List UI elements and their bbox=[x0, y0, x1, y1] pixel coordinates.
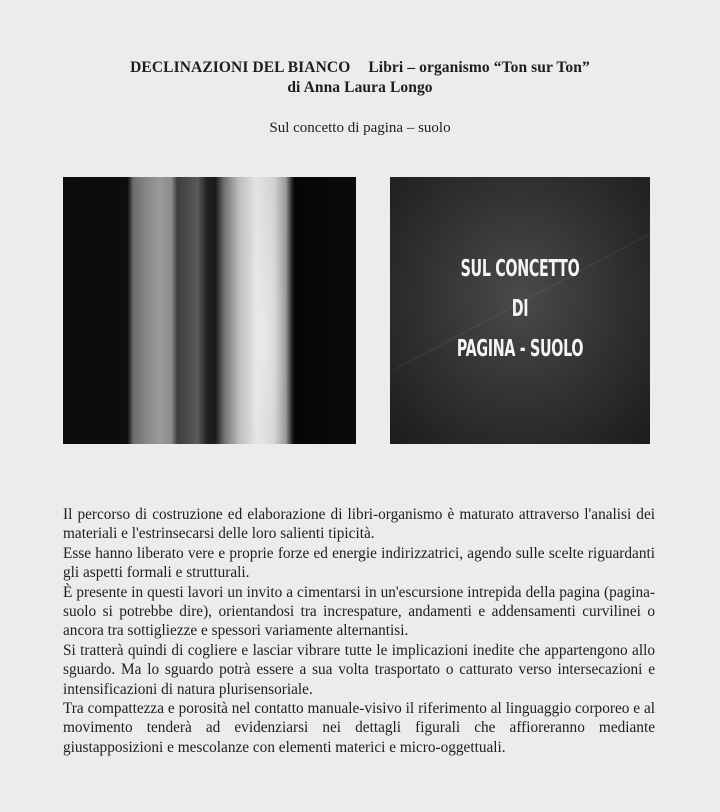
paragraph: È presente in questi lavori un invito a cimentarsi in un'escursione intrepida della pagina (pagina-suolo si potrebbe dire), orientandosi tra increspature, andamenti e addensamenti curvilinei o ancora tra sottigliezze e spessori variamente alternantisi. bbox=[63, 583, 655, 640]
cover-line-3: PAGINA - SUOLO bbox=[456, 336, 584, 362]
paragraph: Si tratterà quindi di cogliere e lasciar vibrare tutte le implicazioni inedite che appartengono allo sguardo. Ma lo sguardo potrà essere a sua volta trasportato o catturato verso intersecazioni e intensificazioni di natura plurisensoriale. bbox=[63, 641, 655, 698]
author-line: di Anna Laura Longo bbox=[287, 79, 433, 96]
paragraph: Tra compattezza e porosità nel contatto manuale-visivo il riferimento al linguaggio corporeo e al movimento tenderà ad evidenziarsi nei dettagli figurali che affioreranno mediante giustapposizioni e mescolanze con elementi materici e micro-oggettuali. bbox=[63, 700, 655, 756]
paragraph: Esse hanno liberato vere e proprie forze ed energie indirizzatrici, agendo sulle scelte riguardanti gli aspetti formali e strutturali. bbox=[63, 544, 655, 582]
paragraph: Il percorso di costruzione ed elaborazione di libri-organismo è maturato attraverso l'analisi dei materiali e l'estrinsecarsi delle loro salienti tipicità. bbox=[63, 506, 655, 543]
title-part-series: DECLINAZIONI DEL BIANCO bbox=[130, 59, 351, 76]
material-texture-photo bbox=[63, 177, 356, 444]
cover-line-1: SUL CONCETTO bbox=[460, 256, 580, 282]
document-subtitle: Sul concetto di pagina – suolo bbox=[269, 120, 451, 136]
cover-line-2: DI bbox=[511, 296, 529, 322]
document-title bbox=[0, 59, 720, 77]
body-text bbox=[63, 505, 655, 757]
cover-text bbox=[439, 249, 600, 369]
title-part-subject: Libri – organismo “Ton sur Ton” bbox=[368, 59, 590, 76]
cover-image bbox=[390, 177, 650, 444]
